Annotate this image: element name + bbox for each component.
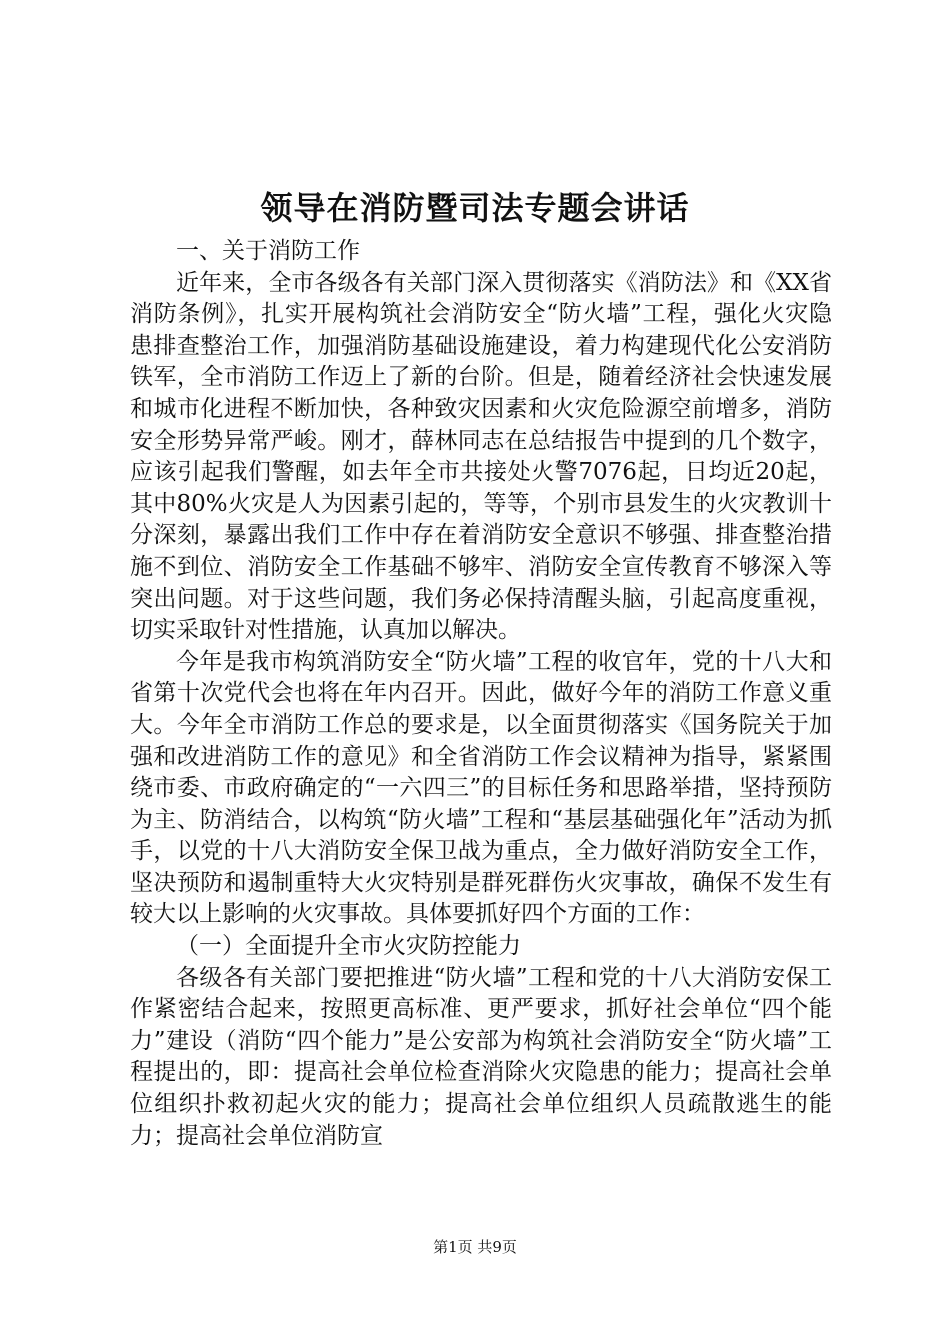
section-heading: 一、关于消防工作 [176,238,360,264]
body-paragraph: 今年是我市构筑消防安全“防火墙”工程的收官年，党的十八大和省第十次党代会也将在年内召开。因此，做好今年的消防工作意义重大。今年全市消防工作总的要求是，以全面贯彻落实《国务院关于加强和改进消防工作的意见》和全省消防工作会议精神为指导，紧紧围绕市委、市政府确定的“一六四三”的目标任务和思路举措，坚持预防为主、防消结合，以构筑“防火墙”工程和“基层基础强化年”活动为抓手，以党的十八大消防安全保卫战为重点，全力做好消防安全工作，坚决预防和遏制重特大火灾特别是群死群伤火灾事故，确保不发生有较大以上影响的火灾事故。具体要抓好四个方面的工作： [130,648,832,928]
subsection-heading: （一）全面提升全市火灾防控能力 [176,933,521,960]
document-body [130,236,832,1152]
body-paragraph: 近年来，全市各级各有关部门深入贯彻落实《消防法》和《XX省消防条例》，扎实开展构筑社会消防安全“防火墙”工程，强化火灾隐患排查整治工作，加强消防基础设施建设，着力构建现代化公安消防铁军，全市消防工作迈上了新的台阶。但是，随着经济社会快速发展和城市化进程不断加快，各种致灾因素和火灾危险源空前增多，消防安全形势异常严峻。刚才，薛林同志在总结报告中提到的几个数字，应该引起我们警醒，如去年全市共接处火警7076起，日均近20起，其中80%火灾是人为因素引起的，等等，个别市县发生的火灾教训十分深刻，暴露出我们工作中存在着消防安全意识不够强、排查整治措施不到位、消防安全工作基础不够牢、消防安全宣传教育不够深入等突出问题。对于这些问题，我们务必保持清醒头脑，引起高度重视，切实采取针对性措施，认真加以解决。 [130,269,832,644]
document-title: 领导在消防暨司法专题会讲话 [260,189,690,227]
body-paragraph: 各级各有关部门要把推进“防火墙”工程和党的十八大消防安保工作紧密结合起来，按照更高标准、更严要求，抓好社会单位“四个能力”建设（消防“四个能力”是公安部为构筑社会消防安全“防火墙”工程提出的，即：提高社会单位检查消除火灾隐患的能力；提高社会单位组织扑救初起火灾的能力；提高社会单位组织人员疏散逃生的能力；提高社会单位消防宣 [130,964,832,1149]
page-number-footer: 第1页 共9页 [433,1238,517,1256]
